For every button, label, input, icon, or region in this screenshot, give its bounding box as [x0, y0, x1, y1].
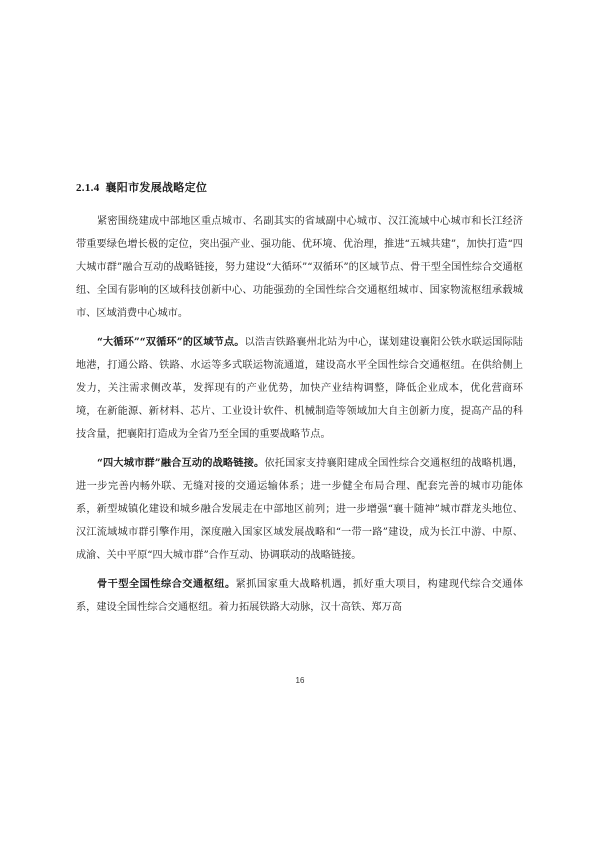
paragraph-body: 以浩吉铁路襄州北站为中心，谋划建设襄阳公铁水联运国际陆地港，打通公路、铁路、水运等多式联运物流通道，建设高水平全国性综合交通枢纽。在供给侧上发力，关注需求侧改革，发挥现有的产业优势，加快产业结构调整，降低企业成本，优化营商环境，在新能源、新材料、芯片、工业设计软件、机械制造等领域加大自主创新力度，提高产品的科技含量，把襄阳打造成为全省乃至全国的重要战略节点。 — [76, 337, 523, 440]
paragraph-body: 紧抓国家重大战略机遇，抓好重大项目，构建现代综合交通体系，建设全国性综合交通枢纽。着力拓展铁路大动脉，汉十高铁、郑万高 — [76, 579, 524, 613]
paragraph-body: 紧密围绕建成中部地区重点城市、名副其实的省域副中心城市、汉江流域中心城市和长江经济带重要绿色增长极的定位，突出强产业、强功能、优环境、优治理，推进“五城共建”，加快打造“四大城市群”融合互动的战略链接，努力建设“大循环”“双循环”的区域节点、骨干型全国性综合交通枢纽、全国有影响的区域科技创新中心、功能强劲的全国性综合交通枢纽城市、国家物流枢纽承载城市、区域消费中心城市。 — [76, 216, 523, 319]
paragraph-strategic-link — [76, 452, 523, 567]
paragraph-body: 依托国家支持襄阳建成全国性综合交通枢纽的战略机遇，进一步完善内畅外联、无缝对接的交通运输体系；进一步健全布局合理、配套完善的城市功能体系，新型城镇化建设和城乡融合发展走在中部地区前列；进一步增强“襄十随神”城市群龙头地位、汉江流域城市群引擎作用，深度融入国家区域发展战略和“一带一路”建设，成为长江中游、中原、成渝、关中平原“四大城市群”合作互动、协调联动的战略链接。 — [76, 458, 523, 561]
paragraph-intro — [76, 210, 523, 325]
page-number: 16 — [295, 676, 305, 685]
paragraph-lead: “大循环”“双循环”的区域节点。 — [97, 336, 245, 348]
paragraph-regional-node — [76, 331, 523, 446]
section-number: 2.1.4 — [76, 182, 100, 194]
section-heading — [76, 178, 523, 198]
section-title: 襄阳市发展战略定位 — [105, 181, 208, 194]
paragraph-transport-hub — [76, 573, 523, 619]
paragraph-lead: 骨干型全国性综合交通枢纽。 — [97, 578, 236, 590]
paragraph-lead: “四大城市群”融合互动的战略链接。 — [97, 457, 265, 469]
page-content — [76, 178, 523, 625]
